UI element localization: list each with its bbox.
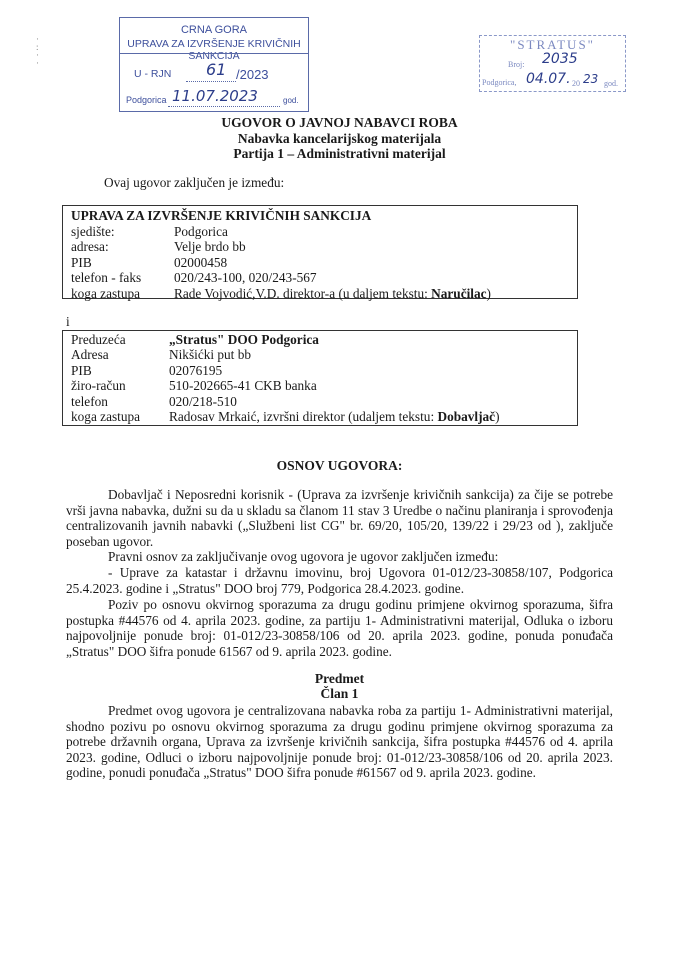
party2-table xyxy=(71,332,500,424)
party1-row: koga zastupa Rade Vojvodić,V.D. direktor-a (u daljem tekstu: Naručilac) xyxy=(71,285,491,301)
stratus-date: 04.07. xyxy=(526,71,571,87)
contract-subtitle: Nabavka kancelarijskog materijala xyxy=(237,131,442,146)
section-subject-title: Predmet xyxy=(314,671,365,686)
stamp-country: CRNA GORA xyxy=(180,24,247,36)
stamp-number-prefix: U - RJN xyxy=(134,68,172,80)
registry-stamp xyxy=(119,17,309,112)
basis-paragraph-2: Pravni osnov za zaključivanje ovog ugovora je ugovor zaključen između: xyxy=(108,549,499,564)
intro-text: Ovaj ugovor zaključen je između: xyxy=(104,175,285,190)
stratus-year-prefix: 20 xyxy=(572,79,580,88)
party1-row: telefon - faks 020/243-100, 020/243-567 xyxy=(71,270,317,286)
party1-table xyxy=(71,224,491,301)
stamp-date: 11.07.2023 xyxy=(172,87,258,105)
stratus-year: 23 xyxy=(583,72,599,86)
stamp-number-year: /2023 xyxy=(236,67,269,82)
stratus-number: 2035 xyxy=(542,51,578,67)
party2-row: koga zastupa Radosav Mrkaić, izvršni direktor (udaljem tekstu: Dobavljač) xyxy=(71,409,500,425)
party2-row: žiro-račun 510-202665-41 CKB banka xyxy=(71,378,317,394)
section-basis-title: OSNOV UGOVORA: xyxy=(276,458,403,473)
contract-title: UGOVOR O JAVNOJ NABAVCI ROBA xyxy=(221,115,458,130)
contract-lot: Partija 1 – Administrativni materijal xyxy=(233,146,446,161)
basis-paragraph-3: - Uprave za katastar i državnu imovinu, broj Ugovora 01-012/23-30858/107, Podgorica 25.4.2023. godine i „Stratus" DOO broj 779, Podgorica 28.4.2023. godine. xyxy=(66,565,613,596)
subject-paragraph: Predmet ovog ugovora je centralizovana nabavka roba za partiju 1- Administrativni materijal, shodno pozivu po osnovu okvirnog sporazuma za drugu godinu primjene okvirnog sporazuma za potrebe državnih organa, Uprava za izvršenje krivičnih sankcija, šifra postupka #44576 od 4. aprila 2023. godine, Odluci o izboru najpovoljnije ponude broj: 01-012/23-30858/106 od 20. aprila 2023. godine, ponudi ponuđača „Stratus" DOO šifra ponude #61567 od 9. aprila 2023. godine. xyxy=(66,703,613,781)
party2-row: telefon 020/218-510 xyxy=(71,393,237,409)
party1-name: UPRAVA ZA IZVRŠENJE KRIVIČNIH SANKCIJA xyxy=(71,208,372,223)
margin-marks: · : · · xyxy=(36,34,39,68)
basis-paragraph-4: Poziv po osnovu okvirnog sporazuma za drugu godinu primjene okvirnog sporazuma, šifra postupka #44576 od 4. aprila 2023. godine, za partiju 1- Administrativni materijal, Odluka o izboru najpovoljnije ponude broj: 01-012/23-30858/106 od 20. aprila 2023. godine, ponuda ponuđača „Stratus" DOO šifra ponude 61567 od 9. aprila 2023. godine. xyxy=(66,597,613,659)
stratus-number-label: Broj: xyxy=(508,60,525,69)
stratus-suffix: god. xyxy=(604,79,618,88)
party2-row: Adresa Nikšićki put bb xyxy=(71,347,251,363)
party1-row: adresa: Velje brdo bb xyxy=(71,239,246,255)
article-1-title: Član 1 xyxy=(320,686,359,701)
party2-box xyxy=(62,330,578,426)
stamp-institution: UPRAVA ZA IZVRŠENJE KRIVIČNIH SANKCIJA xyxy=(127,38,301,62)
party1-box xyxy=(62,205,578,299)
basis-paragraph-1: Dobavljač i Neposredni korisnik - (Uprava za izvršenje krivičnih sankcija) za čije se potrebe vrši javna nabavka, dužni su da u skladu sa članom 11 stav 3 Uredbe o načinu planiranja i sprovođenja centralizovanih javnih nabavki („Službeni list CG" br. 69/20, 105/20, 139/22 i 29/23 od ), zaključe poseban ugovor. xyxy=(66,487,613,549)
party2-row: PIB 02076195 xyxy=(71,362,223,378)
stamp-number-value: 61 xyxy=(206,60,227,79)
party2-row: Preduzeća „Stratus" DOO Podgorica xyxy=(71,332,319,347)
stratus-stamp-name: "STRATUS" xyxy=(510,37,595,52)
party1-row: sjedište: Podgorica xyxy=(71,224,228,239)
stamp-date-suffix: god. xyxy=(283,96,299,105)
stratus-city: Podgorica, xyxy=(482,78,517,87)
stamp-city: Podgorica xyxy=(126,95,167,105)
stratus-stamp xyxy=(479,35,626,92)
conjunction: i xyxy=(66,314,70,329)
party1-row: PIB 02000458 xyxy=(71,254,228,270)
